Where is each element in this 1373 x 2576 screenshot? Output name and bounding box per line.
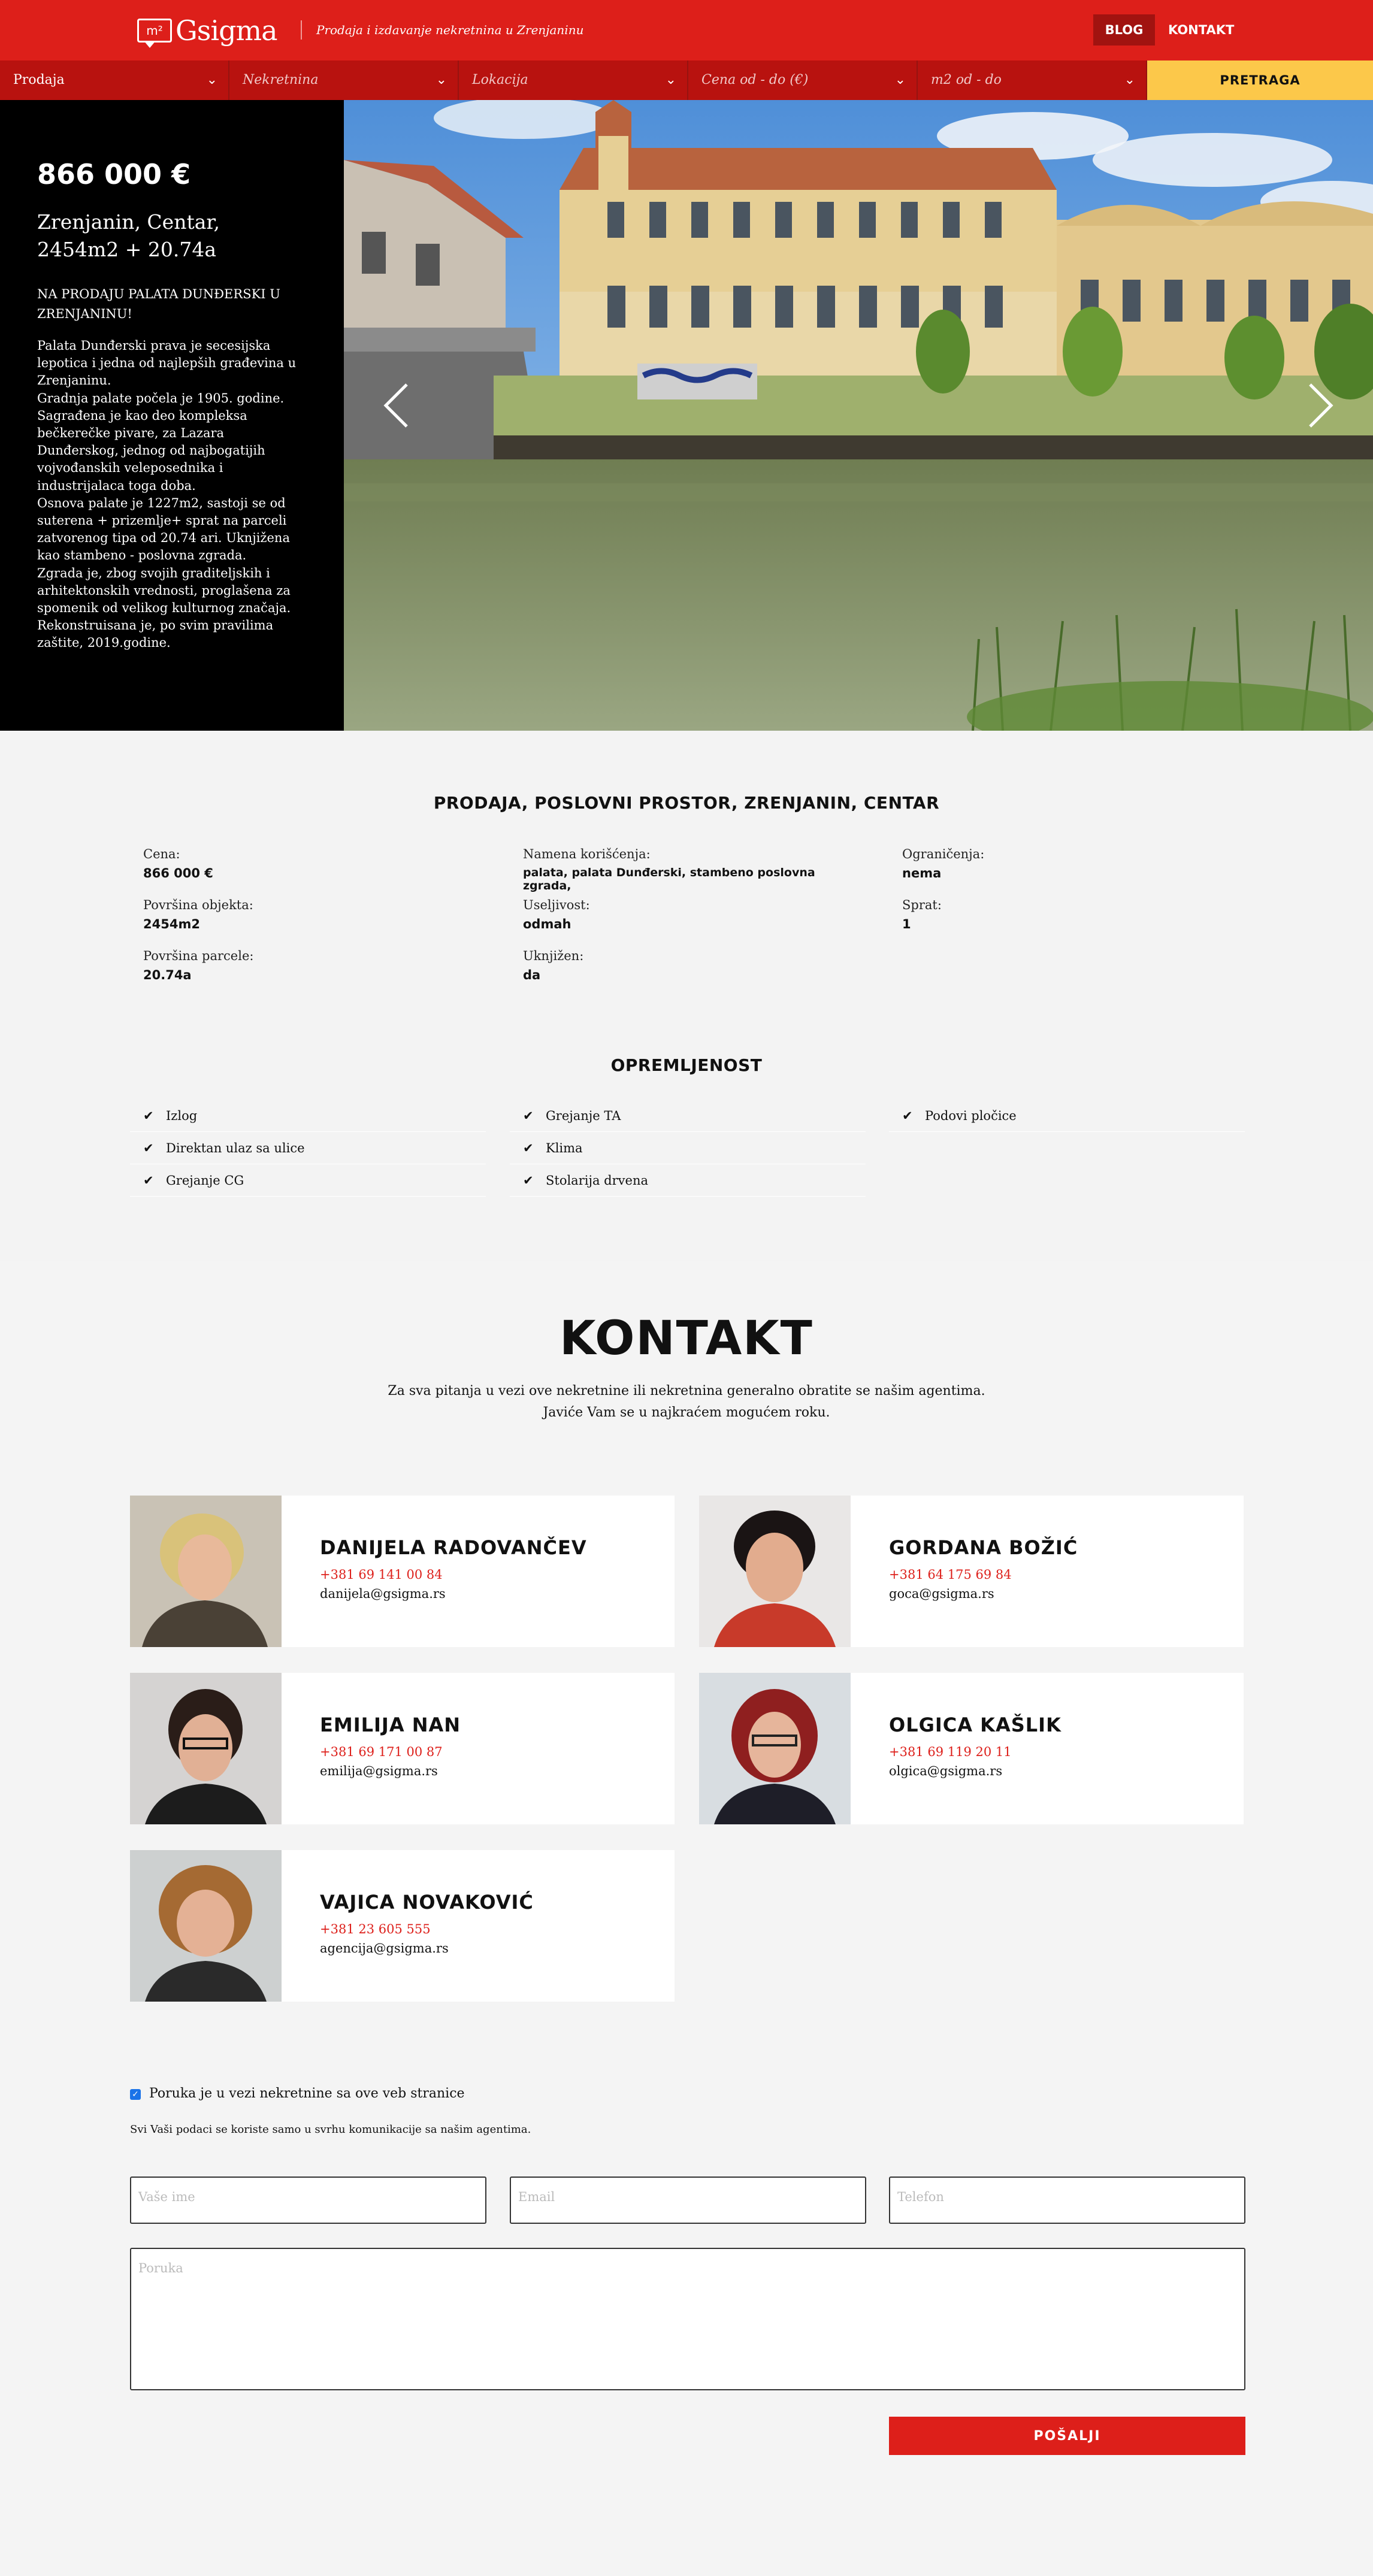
checkbox-label: Poruka je u vezi nekretnine sa ove veb stranice	[149, 2086, 465, 2101]
detail-row	[889, 889, 1245, 940]
check-icon: ✔	[143, 1141, 154, 1155]
hero-heading: NA PRODAJU PALATA DUNĐERSKI U ZRENJANINU!	[37, 287, 280, 321]
search-button[interactable]: PRETRAGA	[1147, 60, 1373, 100]
property-select-value: Nekretnina	[243, 72, 319, 87]
detail-value: 1	[902, 917, 911, 931]
features-col-3	[889, 1100, 1245, 1132]
hero-description: Palata Dunđerski prava je secesijska lepotica i jedna od najlepših građevina u Zrenjaninu. Gradnja palate počela je 1905. godine. Sagrađena je kao deo kompleksa bečkerečke pivare, za Lazara Dunđerskog, jednog od najbogatijih vojvođanskih veleposednika i industrijalaca toga doba. Osnova palate je 1227m2, sastoji se od suterena + prizemlje+ sprat na parceli zatvorenog tipa od 20.74 ari. Uknjižena kao stambeno - poslovna zgrada. Zgrada je, zbog svojih graditeljskih i arhitektonskih vrednosti, proglašena za spomenik od velikog kulturnog značaja. Rekonstruisana je, po svim pravilima zaštite, 2019.godine.	[37, 338, 297, 650]
agent-card	[130, 1496, 675, 1647]
feature-item	[889, 1100, 1245, 1132]
chevron-down-icon: ⌄	[894, 72, 906, 87]
detail-row	[130, 889, 486, 940]
type-select[interactable]	[0, 60, 229, 100]
chevron-down-icon: ⌄	[436, 72, 447, 87]
property-select[interactable]	[229, 60, 459, 100]
agent-phone[interactable]: +381 23 605 555	[320, 1922, 431, 1936]
price-select[interactable]	[688, 60, 918, 100]
agent-name: GORDANA BOŽIĆ	[889, 1536, 1078, 1559]
check-icon: ✔	[902, 1109, 913, 1123]
detail-row	[510, 889, 866, 940]
agent-name: DANIJELA RADOVANČEV	[320, 1536, 587, 1559]
message-textarea[interactable]: Poruka	[130, 2248, 1245, 2390]
detail-label: Namena korišćenja:	[523, 847, 651, 861]
check-icon: ✔	[523, 1141, 534, 1155]
agent-email[interactable]: goca@gsigma.rs	[889, 1587, 994, 1601]
nav-kontakt-link[interactable]: KONTAKT	[1168, 23, 1235, 37]
agent-photo	[699, 1496, 851, 1647]
chevron-down-icon: ⌄	[1124, 72, 1135, 87]
agent-photo	[130, 1673, 282, 1824]
logo-mark-icon: m²	[137, 19, 172, 43]
feature-label: Izlog	[166, 1109, 198, 1123]
feature-item	[130, 1164, 486, 1197]
privacy-note: Svi Vaši podaci se koriste samo u svrhu komunikacije sa našim agentima.	[130, 2123, 531, 2136]
location-select[interactable]	[459, 60, 688, 100]
hero-title: Zrenjanin, Centar, 2454m2 + 20.74a	[37, 210, 220, 261]
agent-email[interactable]: danijela@gsigma.rs	[320, 1587, 446, 1601]
check-icon: ✔	[523, 1173, 534, 1188]
chevron-down-icon: ⌄	[206, 72, 217, 87]
location-select-value: Lokacija	[472, 72, 528, 87]
feature-label: Grejanje CG	[166, 1173, 244, 1188]
detail-label: Cena:	[143, 847, 180, 861]
agent-card	[699, 1496, 1244, 1647]
feature-item	[510, 1100, 866, 1132]
prev-arrow-icon[interactable]	[380, 382, 416, 429]
nav-blog-link[interactable]: BLOG	[1093, 14, 1155, 46]
details-col-3	[889, 839, 1245, 940]
hero-info-panel	[0, 100, 344, 731]
check-icon: ✔	[143, 1173, 154, 1188]
details-title: PRODAJA, POSLOVNI PROSTOR, ZRENJANIN, CENTAR	[433, 793, 940, 813]
detail-value: nema	[902, 866, 942, 880]
feature-label: Direktan ulaz sa ulice	[166, 1141, 305, 1155]
name-input[interactable]: Vaše ime	[130, 2177, 486, 2224]
tagline: Prodaja i izdavanje nekretnina u Zrenjaninu	[301, 20, 583, 40]
detail-row	[510, 940, 866, 991]
detail-value: da	[523, 968, 541, 982]
logo-text: Gsigma	[176, 14, 277, 47]
contact-title: KONTAKT	[560, 1312, 813, 1366]
detail-row	[130, 839, 486, 889]
hero-price: 866 000 €	[37, 158, 191, 190]
features-title: OPREMLJENOST	[610, 1055, 763, 1075]
type-select-value: Prodaja	[13, 72, 65, 87]
feature-label: Klima	[546, 1141, 583, 1155]
details-col-1	[130, 839, 486, 991]
agent-email[interactable]: agencija@gsigma.rs	[320, 1941, 449, 1956]
agent-email[interactable]: emilija@gsigma.rs	[320, 1764, 438, 1778]
feature-item	[130, 1132, 486, 1164]
phone-input[interactable]: Telefon	[889, 2177, 1245, 2224]
contact-subtitle: Za sva pitanja u vezi ove nekretnine ili nekretnina generalno obratite se našim agentima. Javiće Vam se u najkraćem mogućem roku.	[388, 1384, 985, 1420]
site-header	[0, 0, 1373, 60]
agent-email[interactable]: olgica@gsigma.rs	[889, 1764, 1003, 1778]
agent-name: VAJICA NOVAKOVIĆ	[320, 1891, 534, 1914]
search-bar	[0, 60, 1373, 100]
details-col-2	[510, 839, 866, 991]
feature-item	[130, 1100, 486, 1132]
detail-row	[889, 839, 1245, 889]
check-icon: ✔	[143, 1109, 154, 1123]
detail-row	[510, 839, 866, 892]
detail-label: Sprat:	[902, 898, 942, 912]
features-col-2	[510, 1100, 866, 1197]
detail-label: Useljivost:	[523, 898, 590, 912]
agent-phone[interactable]: +381 69 141 00 84	[320, 1567, 443, 1582]
agent-phone[interactable]: +381 69 171 00 87	[320, 1745, 443, 1759]
agent-card	[130, 1673, 675, 1824]
detail-row	[130, 940, 486, 991]
detail-value: 20.74a	[143, 968, 192, 982]
agent-name: EMILIJA NAN	[320, 1714, 461, 1736]
detail-value: palata, palata Dunđerski, stambeno poslovna zgrada,	[523, 866, 815, 892]
property-related-checkbox[interactable]: ✓	[130, 2089, 141, 2100]
detail-value: odmah	[523, 917, 571, 931]
logo[interactable]	[137, 16, 277, 46]
detail-value: 866 000 €	[143, 866, 213, 880]
detail-label: Ograničenja:	[902, 847, 985, 861]
agent-phone[interactable]: +381 64 175 69 84	[889, 1567, 1012, 1582]
chevron-down-icon: ⌄	[665, 72, 676, 87]
detail-label: Površina objekta:	[143, 898, 253, 912]
agent-card	[130, 1850, 675, 2002]
features-col-1	[130, 1100, 486, 1197]
detail-value: 2454m2	[143, 917, 200, 931]
feature-label: Stolarija drvena	[546, 1173, 648, 1188]
next-arrow-icon[interactable]	[1301, 382, 1337, 429]
agent-name: OLGICA KAŠLIK	[889, 1714, 1061, 1736]
agent-photo	[130, 1496, 282, 1647]
email-input[interactable]: Email	[510, 2177, 866, 2224]
agent-card	[699, 1673, 1244, 1824]
agent-photo	[130, 1850, 282, 2002]
property-photo-slider[interactable]	[344, 100, 1373, 731]
check-icon: ✔	[523, 1109, 534, 1123]
detail-label: Površina parcele:	[143, 949, 254, 963]
property-photo	[344, 100, 1373, 731]
area-select-value: m2 od - do	[931, 72, 1002, 87]
feature-label: Podovi pločice	[925, 1109, 1017, 1123]
area-select[interactable]	[918, 60, 1147, 100]
price-select-value: Cena od - do (€)	[701, 72, 809, 87]
send-button[interactable]: POŠALJI	[889, 2417, 1245, 2455]
feature-item	[510, 1132, 866, 1164]
agent-phone[interactable]: +381 69 119 20 11	[889, 1745, 1012, 1759]
feature-label: Grejanje TA	[546, 1109, 621, 1123]
feature-item	[510, 1164, 866, 1197]
agent-photo	[699, 1673, 851, 1824]
detail-label: Uknjižen:	[523, 949, 584, 963]
